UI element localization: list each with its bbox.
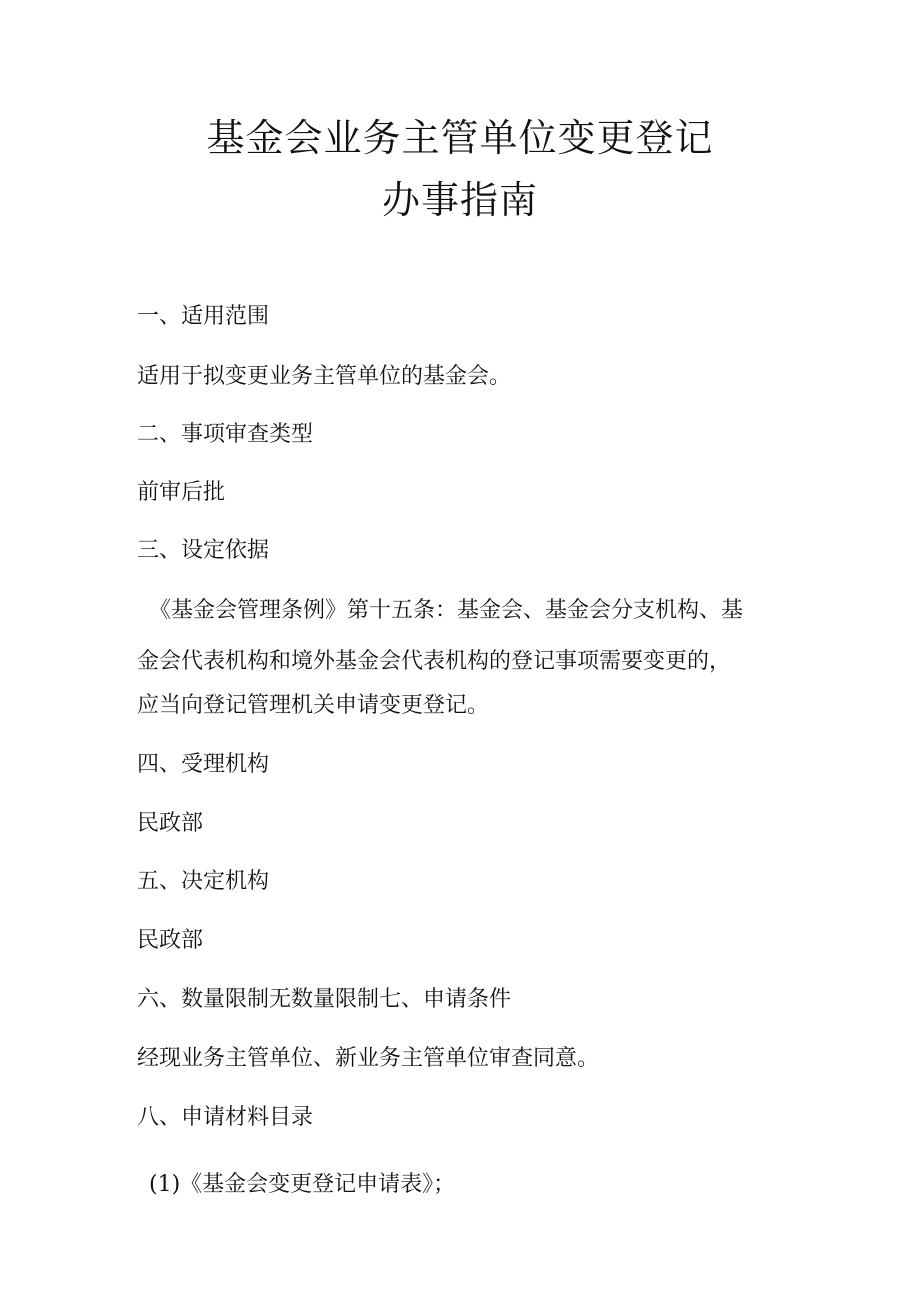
basis-text-line-1: 《基金会管理条例》第十五条：基金会、基金会分支机构、基 xyxy=(149,598,744,623)
section-heading-scope: 一、适用范围 xyxy=(137,304,270,329)
section-heading-basis: 三、设定依据 xyxy=(137,538,270,563)
accepting-agency-text: 民政部 xyxy=(137,811,204,836)
conditions-text: 经现业务主管单位、新业务主管单位审查同意。 xyxy=(137,1046,600,1071)
review-type-text: 前审后批 xyxy=(137,480,226,505)
basis-text-line-3: 应当向登记管理机关申请变更登记。 xyxy=(137,693,490,718)
section-heading-review-type: 二、事项审查类型 xyxy=(137,422,314,447)
section-heading-quantity-limit: 六、数量限制无数量限制七、申请条件 xyxy=(137,987,512,1012)
document-title-line-2: 办事指南 xyxy=(381,178,538,222)
materials-item-1: (1)《基金会变更登记申请表》； xyxy=(149,1172,456,1197)
scope-text: 适用于拟变更业务主管单位的基金会。 xyxy=(137,364,512,389)
section-heading-accepting-agency: 四、受理机构 xyxy=(137,752,270,777)
document-title-line-1: 基金会业务主管单位变更登记 xyxy=(206,116,714,160)
basis-text-line-2: 金会代表机构和境外基金会代表机构的登记事项需要变更的， xyxy=(137,649,732,674)
deciding-agency-text: 民政部 xyxy=(137,928,204,953)
section-heading-materials: 八、申请材料目录 xyxy=(137,1105,314,1130)
section-heading-deciding-agency: 五、决定机构 xyxy=(137,869,270,894)
